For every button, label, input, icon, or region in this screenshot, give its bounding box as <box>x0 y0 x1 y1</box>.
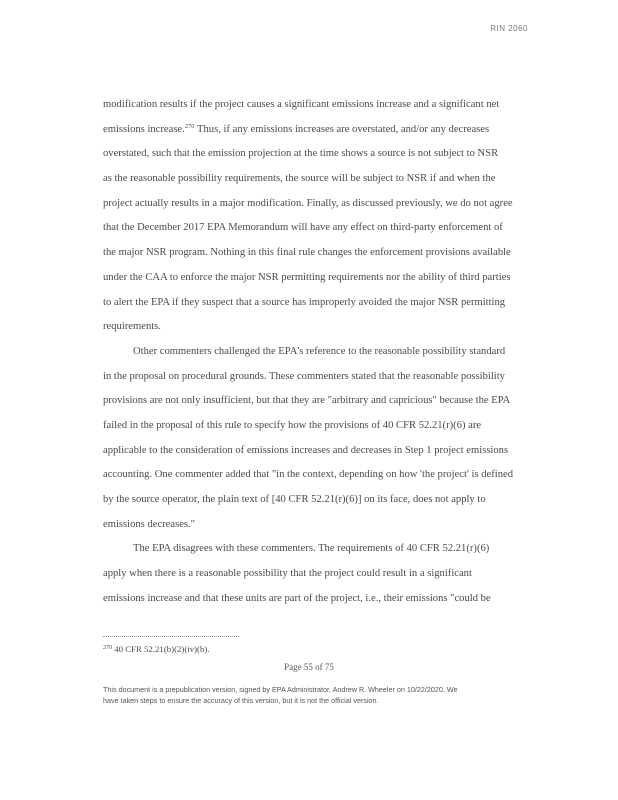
page-number: Page 55 of 75 <box>284 662 334 672</box>
body-line <box>103 216 523 241</box>
body-line-text: provisions are not only insufficient, but that they are "arbitrary and capricious" because the EPA <box>103 395 511 407</box>
body-line-text: requirements. <box>103 321 161 333</box>
body-line-text: as the reasonable possibility requirements, the source will be subject to NSR if and when the <box>103 173 496 185</box>
body-line <box>103 266 523 291</box>
body-line-text: Thus, if any emissions increases are overstated, and/or any decreases <box>194 123 490 135</box>
body-line <box>103 340 523 365</box>
body-line <box>103 414 523 439</box>
body-line <box>103 167 523 192</box>
disclaimer-line: This document is a prepublication version, signed by EPA Administrator, Andrew R. Wheeler on 10/22/2020. We <box>103 685 458 694</box>
body-line-text: Other commenters challenged the EPA's reference to the reasonable possibility standard <box>133 345 506 357</box>
body-line-text: accounting. One commenter added that "in the context, depending on how 'the project' is defined <box>103 469 513 481</box>
body-line-text: apply when there is a reasonable possibility that the project could result in a significant <box>103 568 472 580</box>
body-line <box>103 562 523 587</box>
body-line <box>103 291 523 316</box>
document-id: RIN 2060 <box>490 24 528 33</box>
body-line-text: emissions increase. <box>103 123 185 135</box>
footnote-text: 40 CFR 52.21(b)(2)(iv)(b). <box>112 644 210 654</box>
body-line <box>103 587 523 612</box>
body-line-text: applicable to the consideration of emissions increases and decreases in Step 1 project emissions <box>103 444 509 456</box>
body-line <box>103 513 523 538</box>
body-line-text: under the CAA to enforce the major NSR permitting requirements nor the ability of third parties <box>103 271 511 283</box>
prepublication-disclaimer <box>103 684 533 706</box>
body-line-text: to alert the EPA if they suspect that a source has improperly avoided the major NSR permitting <box>103 296 506 308</box>
body-line-text: in the proposal on procedural grounds. These commenters stated that the reasonable possibility <box>103 370 505 382</box>
body-line-text: by the source operator, the plain text of [40 CFR 52.21(r)(6)] on its face, does not apply to <box>103 494 486 505</box>
disclaimer-line: have taken steps to ensure the accuracy of this version, but it is not the official version. <box>103 696 379 705</box>
body-line <box>103 365 523 390</box>
body-line-text: project actually results in a major modification. Finally, as discussed previously, we do not agree <box>103 197 513 209</box>
body-line <box>103 192 523 217</box>
body-line-text: The EPA disagrees with these commenters. The requirements of 40 CFR 52.21(r)(6) <box>133 543 490 555</box>
footnote-number: 270 <box>103 645 112 651</box>
body-line <box>103 142 523 167</box>
body-text <box>103 93 523 611</box>
footnote <box>103 644 210 654</box>
body-line-text: the major NSR program. Nothing in this final rule changes the enforcement provisions available <box>103 247 511 259</box>
body-line-text: emissions decreases." <box>103 518 195 530</box>
body-line <box>103 118 523 143</box>
body-line <box>103 439 523 464</box>
body-line <box>103 488 523 513</box>
body-line <box>103 537 523 562</box>
body-line-text: modification results if the project causes a significant emissions increase and a significant net <box>103 99 500 110</box>
body-line <box>103 389 523 414</box>
body-line-text: failed in the proposal of this rule to specify how the provisions of 40 CFR 52.21(r)(6) are <box>103 419 482 431</box>
body-line-text: emissions increase and that these units are part of the project, i.e., their emissions "could be <box>103 592 491 604</box>
body-line <box>103 315 523 340</box>
body-line <box>103 241 523 266</box>
body-line-text: that the December 2017 EPA Memorandum will have any effect on third-party enforcement of <box>103 222 503 234</box>
footnote-separator <box>103 636 239 637</box>
body-line <box>103 93 523 118</box>
footnote-ref: 270 <box>184 122 195 130</box>
body-line-text: overstated, such that the emission projection at the time shows a source is not subject to NSR <box>103 148 499 160</box>
body-line <box>103 463 523 488</box>
